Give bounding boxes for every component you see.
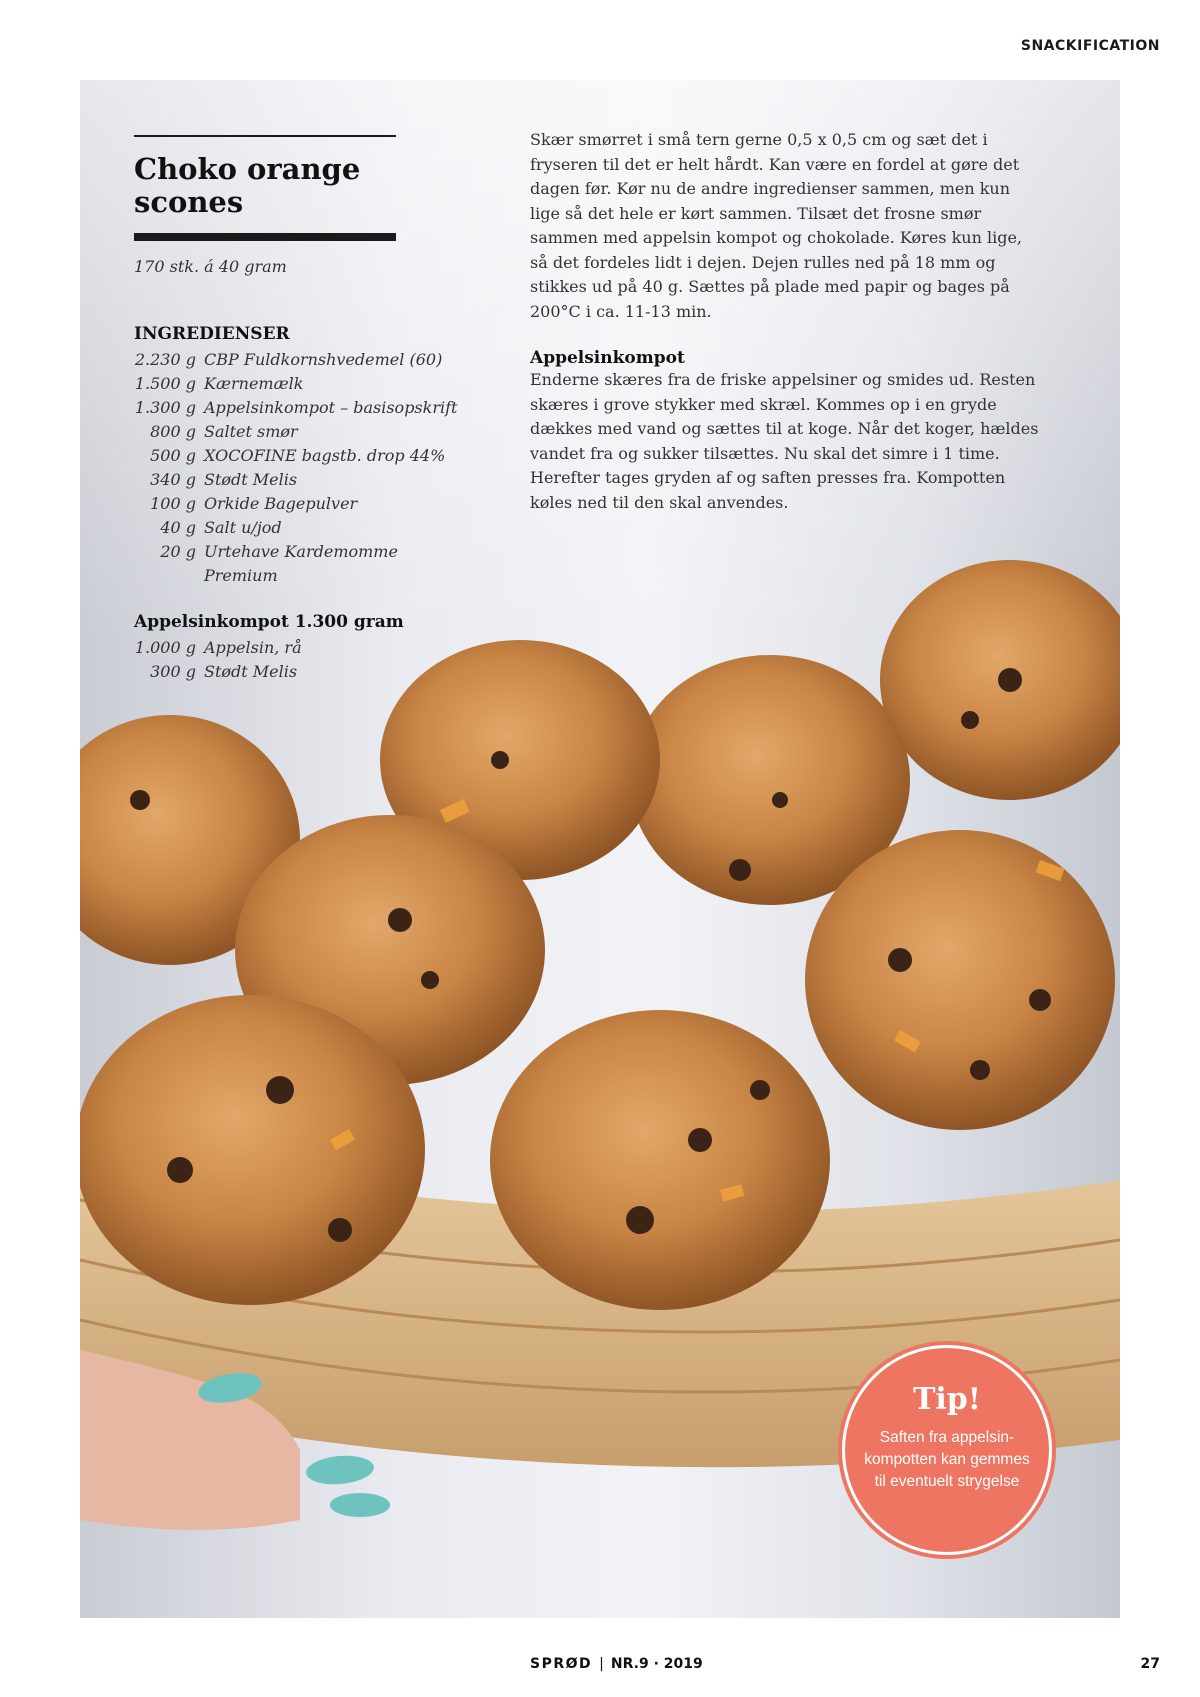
method-text: Skær smørret i små tern gerne 0,5 x 0,5 cm og sæt det i fryseren til det er helt hårdt. Kan være en fordel at gøre det dagen før. Kør nu de andre ingredienser sammen, men kun lige så det hele er kørt sammen. Tilsæt det frosne smør sammen med appelsin kompot og chokolade. Køres kun lige, så det fordeles lidt i dejen. Dejen rulles ned på 18 mm og stikkes ud på 40 g. Sættes på plade med papir og bages på 200°C i ca. 11-13 min. <box>530 130 1023 321</box>
recipe-title: Choko orange scones <box>134 152 361 219</box>
ingredient-name: Salt u/jod <box>204 518 282 537</box>
recipe-right-column <box>530 128 1040 515</box>
ingredient-qty: 1.500 g <box>134 374 196 393</box>
ingredient-item <box>134 660 464 684</box>
title-bottom-rule <box>134 233 396 241</box>
section-tag: SNACKIFICATION <box>1020 38 1160 54</box>
ingredient-qty: 300 g <box>150 662 196 681</box>
ingredient-qty: 1.000 g <box>134 638 196 657</box>
ingredient-name: Saltet smør <box>204 422 298 441</box>
ingredient-qty: 100 g <box>150 494 196 513</box>
recipe-left-column <box>134 135 464 684</box>
ingredient-item <box>134 372 464 396</box>
ingredients-heading: INGREDIENSER <box>134 324 290 344</box>
ingredient-name: Orkide Bagepulver <box>204 494 358 513</box>
ingredient-name: CBP Fuldkornshvedemel (60) <box>204 350 443 369</box>
ingredient-name: Stødt Melis <box>204 470 298 489</box>
ingredient-item <box>134 492 464 516</box>
ingredient-item <box>134 468 464 492</box>
ingredient-qty: 40 g <box>160 518 196 537</box>
recipe-yield: 170 stk. á 40 gram <box>134 257 287 276</box>
ingredient-name: XOCOFINE bagstb. drop 44% <box>204 446 446 465</box>
ingredient-name: Stødt Melis <box>204 662 298 681</box>
footer <box>530 1656 703 1672</box>
ingredient-item <box>134 348 464 372</box>
ingredient-qty: 2.230 g <box>134 350 196 369</box>
ingredient-name: Appelsinkompot – basisopskrift <box>204 398 458 417</box>
tip-title: Tip! <box>913 1382 981 1417</box>
page-number: 27 <box>1140 1656 1160 1672</box>
ingredient-item <box>134 636 464 660</box>
ingredient-name: Appelsin, rå <box>204 638 302 657</box>
ingredient-qty: 340 g <box>150 470 196 489</box>
ingredient-qty: 500 g <box>150 446 196 465</box>
ingredient-qty: 800 g <box>150 422 196 441</box>
kompot-method-heading: Appelsinkompot <box>530 348 685 368</box>
ingredient-item <box>134 396 464 420</box>
ingredient-item <box>134 540 464 588</box>
ingredient-item <box>134 420 464 444</box>
ingredient-qty: 1.300 g <box>134 398 196 417</box>
tip-text: Saften fra appelsin-kompotten kan gemmes til eventuelt strygelse <box>864 1429 1030 1490</box>
magazine-brand: SPRØD <box>530 1656 593 1672</box>
kompot-heading: Appelsinkompot 1.300 gram <box>134 612 404 632</box>
kompot-method-text: Enderne skæres fra de friske appelsiner og smides ud. Resten skæres i grove stykker med skræl. Kommes op i en gryde dækkes med vand og sættes til at koge. Når det koger, hældes vandet fra og sukker tilsættes. Nu skal det simre i 1 time. Herefter tages gryden af og saften presses fra. Kompotten køles ned til den skal anvendes. <box>530 370 1039 512</box>
ingredient-name: Urtehave Kardemomme Premium <box>204 542 398 585</box>
tip-badge <box>842 1345 1052 1555</box>
ingredients-list <box>134 348 464 588</box>
ingredient-item <box>134 516 464 540</box>
ingredient-qty: 20 g <box>160 542 196 561</box>
footer-separator: | <box>599 1656 604 1672</box>
kompot-ingredients-list <box>134 636 464 684</box>
ingredient-item <box>134 444 464 468</box>
title-top-rule <box>134 135 396 137</box>
ingredient-name: Kærnemælk <box>204 374 304 393</box>
issue-number: NR.9 · 2019 <box>610 1656 703 1672</box>
